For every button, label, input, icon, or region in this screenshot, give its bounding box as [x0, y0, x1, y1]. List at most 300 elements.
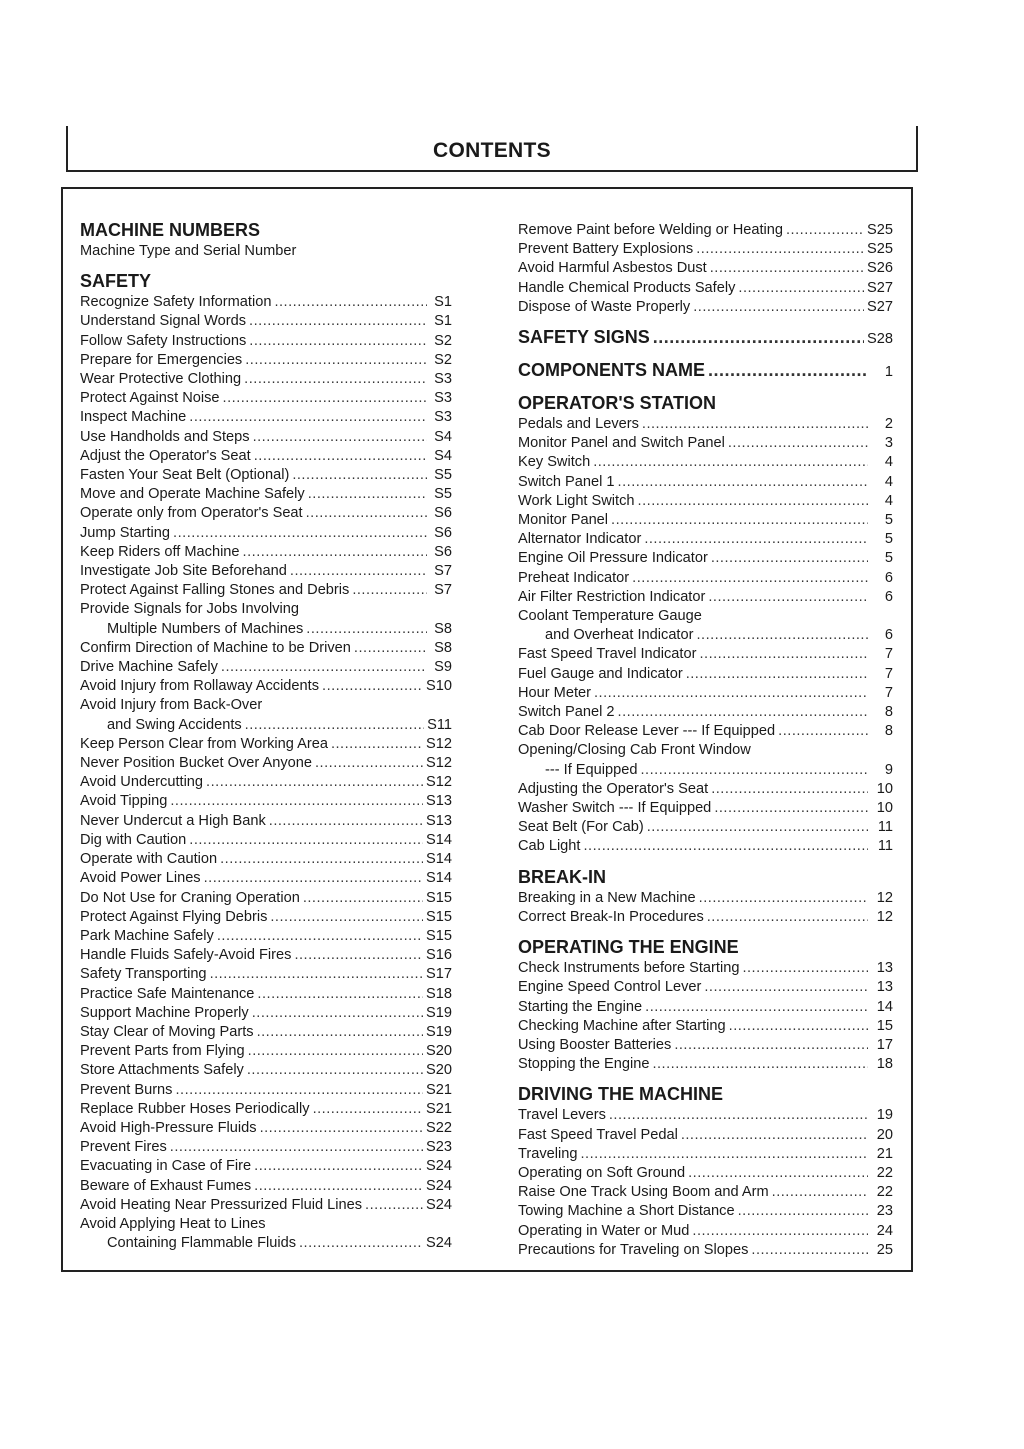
dot-leader	[583, 837, 868, 856]
toc-entry	[80, 1138, 452, 1157]
toc-entry	[80, 1177, 452, 1196]
toc-entry	[80, 1234, 452, 1253]
toc-entry-label: Air Filter Restriction Indicator	[518, 588, 706, 605]
toc-section-entry	[518, 326, 893, 350]
dot-leader	[728, 434, 868, 453]
dot-leader	[170, 792, 423, 811]
toc-entry-label: Adjust the Operator's Seat	[80, 447, 251, 464]
toc-entry	[80, 1196, 452, 1215]
toc-entry	[518, 703, 893, 722]
toc-entry-label: Inspect Machine	[80, 409, 187, 426]
dot-leader	[692, 1222, 868, 1241]
toc-entry	[80, 312, 452, 331]
dot-leader	[711, 780, 868, 799]
toc-entry	[80, 293, 452, 312]
toc-entry-label: Breaking in a New Machine	[518, 889, 696, 906]
toc-entry-text: Provide Signals for Jobs Involving	[80, 601, 300, 618]
toc-entry	[518, 298, 893, 317]
toc-page-number: S20	[426, 1043, 452, 1060]
toc-page-number: S25	[867, 241, 893, 258]
toc-page-number: 23	[876, 1203, 893, 1220]
toc-entry	[80, 447, 452, 466]
toc-page-number: 3	[884, 435, 893, 452]
toc-entry	[518, 473, 893, 492]
title-box	[66, 126, 918, 172]
toc-page-number: S24	[426, 1235, 452, 1252]
toc-page-number: 18	[876, 1056, 893, 1073]
dot-leader	[249, 332, 427, 351]
toc-entry-label: Engine Oil Pressure Indicator	[518, 550, 708, 567]
toc-page-number: S18	[426, 985, 452, 1002]
dot-leader	[244, 370, 427, 389]
toc-page-number: 22	[876, 1184, 893, 1201]
toc-entry-label: Avoid Heating Near Pressurized Fluid Lines	[80, 1196, 363, 1213]
toc-entry	[80, 1023, 452, 1042]
dot-leader	[611, 511, 868, 530]
toc-entry	[80, 792, 452, 811]
toc-entry-text: Avoid Injury from Back-Over	[80, 697, 263, 714]
dot-leader	[170, 1138, 423, 1157]
toc-entry-label: Recognize Safety Information	[80, 294, 272, 311]
toc-page-number: 6	[884, 627, 893, 644]
dot-leader	[206, 773, 423, 792]
toc-section-heading: OPERATOR'S STATION	[518, 393, 716, 414]
toc-entry	[80, 428, 452, 447]
toc-page-number: S27	[867, 298, 893, 315]
toc-page-number: 8	[884, 704, 893, 721]
dot-leader	[254, 1157, 423, 1176]
toc-entry	[80, 1119, 452, 1138]
toc-entry	[80, 485, 452, 504]
dot-leader	[681, 1126, 868, 1145]
toc-entry-label: Fasten Your Seat Belt (Optional)	[80, 467, 290, 484]
toc-page-number: 11	[877, 819, 893, 836]
toc-entry-label: Keep Riders off Machine	[80, 543, 240, 560]
toc-entry-label: Keep Person Clear from Working Area	[80, 735, 328, 752]
toc-section-heading: MACHINE NUMBERS	[80, 220, 260, 240]
toc-entry	[518, 722, 893, 741]
toc-page-number: 20	[876, 1126, 893, 1143]
toc-entry-label: Prevent Battery Explosions	[518, 241, 694, 258]
toc-page-number: S12	[426, 774, 452, 791]
dot-leader	[640, 761, 868, 780]
toc-page-number: S11	[427, 716, 452, 733]
toc-entry-label: Raise One Track Using Boom and Arm	[518, 1184, 769, 1201]
toc-page-number: S26	[867, 260, 893, 277]
toc-page-number: 10	[876, 800, 893, 817]
toc-page-number: 10	[876, 780, 893, 797]
dot-leader	[269, 812, 423, 831]
toc-entry-text: Avoid Applying Heat to Lines	[80, 1215, 266, 1232]
toc-page-number: S8	[434, 620, 452, 637]
toc-entry-label: SAFETY SIGNS	[518, 327, 650, 348]
toc-entry	[518, 978, 893, 997]
toc-page-number: 13	[876, 960, 893, 977]
toc-left-column	[80, 219, 452, 1253]
toc-page-number: S25	[867, 222, 893, 238]
toc-entry-label: Investigate Job Site Beforehand	[80, 563, 287, 580]
toc-entry-label: Avoid Tipping	[80, 793, 168, 810]
toc-entry-label: Correct Break-In Procedures	[518, 908, 704, 925]
toc-entry-label: Avoid High-Pressure Fluids	[80, 1119, 257, 1136]
toc-section-heading: OPERATING THE ENGINE	[518, 937, 739, 958]
toc-entry	[518, 549, 893, 568]
toc-entry-label: Monitor Panel	[518, 512, 609, 529]
toc-entry	[80, 908, 452, 927]
toc-page-number: S5	[434, 486, 452, 503]
dot-leader	[778, 722, 868, 741]
dot-leader	[708, 359, 868, 381]
toc-entry	[80, 620, 452, 639]
toc-entry	[518, 453, 893, 472]
toc-entry-label: Starting the Engine	[518, 998, 643, 1015]
toc-page-number: 1	[884, 364, 893, 381]
toc-page-number: S2	[434, 332, 452, 349]
dot-leader	[223, 389, 427, 408]
toc-page-number: S13	[426, 793, 452, 810]
dot-leader	[270, 908, 423, 927]
toc-entry-label: Switch Panel 1	[518, 473, 615, 490]
dot-leader	[580, 1145, 868, 1164]
toc-entry-label: --- If Equipped	[545, 761, 638, 778]
toc-entry	[518, 530, 893, 549]
toc-entry	[518, 1145, 893, 1164]
dot-leader	[699, 645, 868, 664]
toc-page-number: S15	[426, 908, 452, 925]
toc-entry	[518, 259, 893, 278]
dot-leader	[257, 1023, 423, 1042]
toc-entry-label: Stopping the Engine	[518, 1056, 650, 1073]
toc-entry	[80, 754, 452, 773]
dot-leader	[699, 889, 868, 908]
toc-entry-label: Wear Protective Clothing	[80, 371, 242, 388]
toc-entry	[518, 1241, 893, 1260]
dot-leader	[738, 279, 864, 298]
toc-entry	[80, 389, 452, 408]
dot-leader	[217, 927, 423, 946]
dot-leader	[221, 658, 427, 677]
toc-page-number: S8	[434, 639, 452, 656]
toc-entry-label: Fast Speed Travel Indicator	[518, 646, 697, 663]
toc-entry-label: Support Machine Properly	[80, 1004, 249, 1021]
toc-page-number: 4	[884, 454, 893, 471]
toc-page-number: 12	[876, 889, 893, 906]
toc-page-number: S3	[434, 371, 452, 388]
toc-page-number: 12	[876, 908, 893, 925]
toc-entry	[518, 1055, 893, 1074]
toc-section-heading: DRIVING THE MACHINE	[518, 1084, 724, 1105]
toc-entry	[80, 524, 452, 543]
toc-page-number: S6	[434, 543, 452, 560]
toc-entry	[80, 773, 452, 792]
toc-page-number: 19	[876, 1107, 893, 1124]
toc-entry-label: Towing Machine a Short Distance	[518, 1203, 735, 1220]
dot-leader	[711, 549, 868, 568]
dot-leader	[315, 754, 423, 773]
toc-entry	[80, 946, 452, 965]
toc-entry	[518, 492, 893, 511]
toc-entry-label: Follow Safety Instructions	[80, 332, 247, 349]
dot-leader	[704, 978, 868, 997]
dot-leader	[618, 703, 868, 722]
dot-leader	[638, 492, 868, 511]
toc-entry	[80, 504, 452, 523]
dot-leader	[696, 240, 864, 259]
dot-leader	[365, 1196, 423, 1215]
dot-leader	[644, 530, 868, 549]
toc-entry	[80, 985, 452, 1004]
toc-page-number: 5	[884, 531, 893, 548]
toc-entry	[80, 812, 452, 831]
dot-leader	[260, 1119, 423, 1138]
toc-entry	[518, 998, 893, 1017]
toc-entry	[80, 658, 452, 677]
toc-section-heading: BREAK-IN	[518, 866, 606, 887]
toc-page-number: S6	[434, 524, 452, 541]
toc-entry-label: Engine Speed Control Lever	[518, 979, 702, 996]
toc-page-number: 21	[876, 1145, 893, 1162]
toc-entry-label: Containing Flammable Fluids	[107, 1235, 296, 1252]
dot-leader	[252, 1004, 423, 1023]
dot-leader	[693, 298, 864, 317]
toc-section-entry	[518, 359, 893, 383]
toc-page-number: 4	[884, 492, 893, 509]
toc-section-heading: SAFETY	[80, 271, 152, 292]
dot-leader	[245, 351, 427, 370]
toc-entry	[80, 639, 452, 658]
dot-leader	[306, 504, 427, 523]
toc-page-number: S14	[426, 870, 452, 887]
dot-leader	[204, 869, 423, 888]
dot-leader	[645, 998, 868, 1017]
toc-page-number: 9	[884, 761, 893, 778]
toc-page-number: S4	[434, 428, 452, 445]
dot-leader	[686, 665, 868, 684]
toc-page-number: 13	[876, 979, 893, 996]
dot-leader	[593, 453, 868, 472]
toc-entry-label: Practice Safe Maintenance	[80, 985, 255, 1002]
toc-page-number: S14	[426, 831, 452, 848]
toc-entry	[80, 850, 452, 869]
toc-entry-label: Using Booster Batteries	[518, 1036, 672, 1053]
toc-entry	[80, 869, 452, 888]
toc-entry	[518, 761, 893, 780]
toc-entry-label: Cab Light	[518, 838, 581, 855]
toc-entry-label: Park Machine Safely	[80, 927, 214, 944]
toc-page-number: 5	[884, 550, 893, 567]
toc-page-number: S19	[426, 1004, 452, 1021]
toc-entry	[518, 588, 893, 607]
toc-entry	[80, 735, 452, 754]
toc-entry-label: Prevent Parts from Flying	[80, 1043, 245, 1060]
toc-page-number: 17	[876, 1036, 893, 1053]
toc-entry	[518, 511, 893, 530]
toc-page-number: 22	[876, 1164, 893, 1181]
toc-entry-label: Fast Speed Travel Pedal	[518, 1126, 678, 1143]
toc-entry	[80, 1042, 452, 1061]
dot-leader	[308, 485, 427, 504]
toc-entry	[80, 351, 452, 370]
dot-leader	[653, 326, 864, 348]
dot-leader	[245, 716, 424, 735]
dot-leader	[303, 889, 423, 908]
dot-leader	[299, 1234, 423, 1253]
toc-entry	[518, 221, 893, 240]
toc-entry	[518, 1036, 893, 1055]
toc-page-number: S7	[434, 582, 452, 599]
toc-page-number: 2	[884, 416, 893, 433]
toc-entry-label: Checking Machine after Starting	[518, 1017, 726, 1034]
toc-page-number: S7	[434, 563, 452, 580]
toc-entry-text: Machine Type and Serial Number	[80, 243, 297, 259]
toc-entry-text: Coolant Temperature Gauge	[518, 608, 702, 625]
toc-entry-label: and Overheat Indicator	[545, 627, 694, 644]
toc-page-number: S2	[434, 351, 452, 368]
toc-entry-label: Travel Levers	[518, 1107, 606, 1124]
toc-right-column	[518, 221, 893, 1260]
dot-leader	[618, 473, 868, 492]
toc-entry-label: Move and Operate Machine Safely	[80, 486, 305, 503]
toc-entry-label: Never Undercut a High Bank	[80, 812, 266, 829]
toc-entry	[518, 279, 893, 298]
toc-entry	[80, 1157, 452, 1176]
toc-entry-label: Seat Belt (For Cab)	[518, 819, 644, 836]
toc-entry	[518, 1222, 893, 1241]
toc-entry-label: Protect Against Noise	[80, 390, 220, 407]
dot-leader	[274, 293, 427, 312]
toc-entry	[80, 1004, 452, 1023]
dot-leader	[248, 1042, 423, 1061]
toc-entry	[80, 716, 452, 735]
toc-page-number: S1	[434, 294, 452, 311]
toc-page-number: S23	[426, 1139, 452, 1156]
toc-entry-label: Stay Clear of Moving Parts	[80, 1023, 254, 1040]
toc-page-number: S1	[434, 313, 452, 330]
toc-entry-label: Precautions for Traveling on Slopes	[518, 1241, 749, 1258]
toc-page-number: 15	[876, 1017, 893, 1034]
toc-page-number: S15	[426, 889, 452, 906]
dot-leader	[247, 1061, 423, 1080]
toc-entry-label: Store Attachments Safely	[80, 1062, 244, 1079]
toc-entry-label: Avoid Injury from Rollaway Accidents	[80, 678, 320, 695]
dot-leader	[331, 735, 423, 754]
toc-entry	[518, 1106, 893, 1125]
dot-leader	[738, 1202, 868, 1221]
toc-entry-label: Protect Against Flying Debris	[80, 908, 268, 925]
toc-entry-label: Handle Chemical Products Safely	[518, 279, 736, 296]
toc-entry-label: Preheat Indicator	[518, 569, 630, 586]
toc-entry-label: Operating in Water or Mud	[518, 1222, 690, 1239]
toc-entry-label: Use Handholds and Steps	[80, 428, 250, 445]
dot-leader	[772, 1183, 868, 1202]
dot-leader	[306, 620, 427, 639]
dot-leader	[674, 1036, 868, 1055]
toc-entry	[518, 1126, 893, 1145]
toc-entry-label: Pedals and Levers	[518, 416, 639, 433]
dot-leader	[322, 677, 423, 696]
toc-entry	[518, 434, 893, 453]
toc-page-number: S3	[434, 409, 452, 426]
toc-entry	[80, 1061, 452, 1080]
toc-entry	[518, 799, 893, 818]
toc-entry	[518, 959, 893, 978]
toc-entry-label: Jump Starting	[80, 524, 171, 541]
dot-leader	[708, 588, 868, 607]
toc-page-number: 24	[876, 1222, 893, 1239]
toc-entry-label: Alternator Indicator	[518, 531, 642, 548]
toc-entry-label: Monitor Panel and Switch Panel	[518, 435, 725, 452]
toc-page-number: S14	[426, 851, 452, 868]
toc-page-number: S20	[426, 1062, 452, 1079]
toc-entry	[80, 370, 452, 389]
toc-entry	[518, 415, 893, 434]
toc-page-number: 11	[877, 838, 893, 855]
dot-leader	[175, 1081, 423, 1100]
dot-leader	[220, 850, 423, 869]
dot-leader	[243, 543, 427, 562]
toc-entry-label: and Swing Accidents	[107, 716, 242, 733]
toc-entry-label: Operate only from Operator's Seat	[80, 505, 303, 522]
toc-page-number: 6	[884, 569, 893, 586]
toc-entry-label: Prepare for Emergencies	[80, 351, 243, 368]
toc-page-number: S16	[426, 947, 452, 964]
dot-leader	[352, 581, 427, 600]
toc-entry	[518, 1017, 893, 1036]
toc-entry-label: Avoid Undercutting	[80, 774, 204, 791]
toc-entry-label: Understand Signal Words	[80, 313, 247, 330]
toc-entry	[80, 466, 452, 485]
dot-leader	[294, 946, 423, 965]
toc-entry-label: Key Switch	[518, 454, 591, 471]
toc-page-number: S6	[434, 505, 452, 522]
toc-entry-label: Traveling	[518, 1145, 578, 1162]
toc-page-number: S27	[867, 279, 893, 296]
toc-entry	[518, 1202, 893, 1221]
toc-page-number: S24	[426, 1158, 452, 1175]
toc-page-number: 14	[876, 998, 893, 1015]
dot-leader	[642, 415, 868, 434]
toc-page-number: S12	[426, 755, 452, 772]
toc-entry-label: Multiple Numbers of Machines	[107, 620, 304, 637]
toc-entry-label: Prevent Burns	[80, 1081, 173, 1098]
toc-page-number: 5	[884, 512, 893, 529]
toc-entry	[80, 889, 452, 908]
toc-page-number: S3	[434, 390, 452, 407]
dot-leader	[189, 408, 427, 427]
toc-entry-label: Cab Door Release Lever --- If Equipped	[518, 723, 776, 740]
dot-leader	[313, 1100, 423, 1119]
toc-entry	[518, 889, 893, 908]
toc-entry	[80, 332, 452, 351]
toc-page-number: S17	[426, 966, 452, 983]
toc-page-number: S21	[426, 1100, 452, 1117]
dot-leader	[254, 1177, 423, 1196]
dot-leader	[189, 831, 423, 850]
toc-entry	[518, 1164, 893, 1183]
toc-entry	[518, 665, 893, 684]
dot-leader	[729, 1017, 868, 1036]
toc-entry	[80, 831, 452, 850]
toc-entry	[518, 818, 893, 837]
toc-entry-label: Do Not Use for Craning Operation	[80, 889, 300, 906]
toc-entry	[518, 626, 893, 645]
toc-entry-label: Work Light Switch	[518, 492, 635, 509]
dot-leader	[652, 1055, 868, 1074]
toc-entry-label: Evacuating in Case of Fire	[80, 1158, 252, 1175]
dot-leader	[742, 959, 868, 978]
dot-leader	[632, 569, 868, 588]
toc-page-number: S28	[867, 331, 893, 348]
